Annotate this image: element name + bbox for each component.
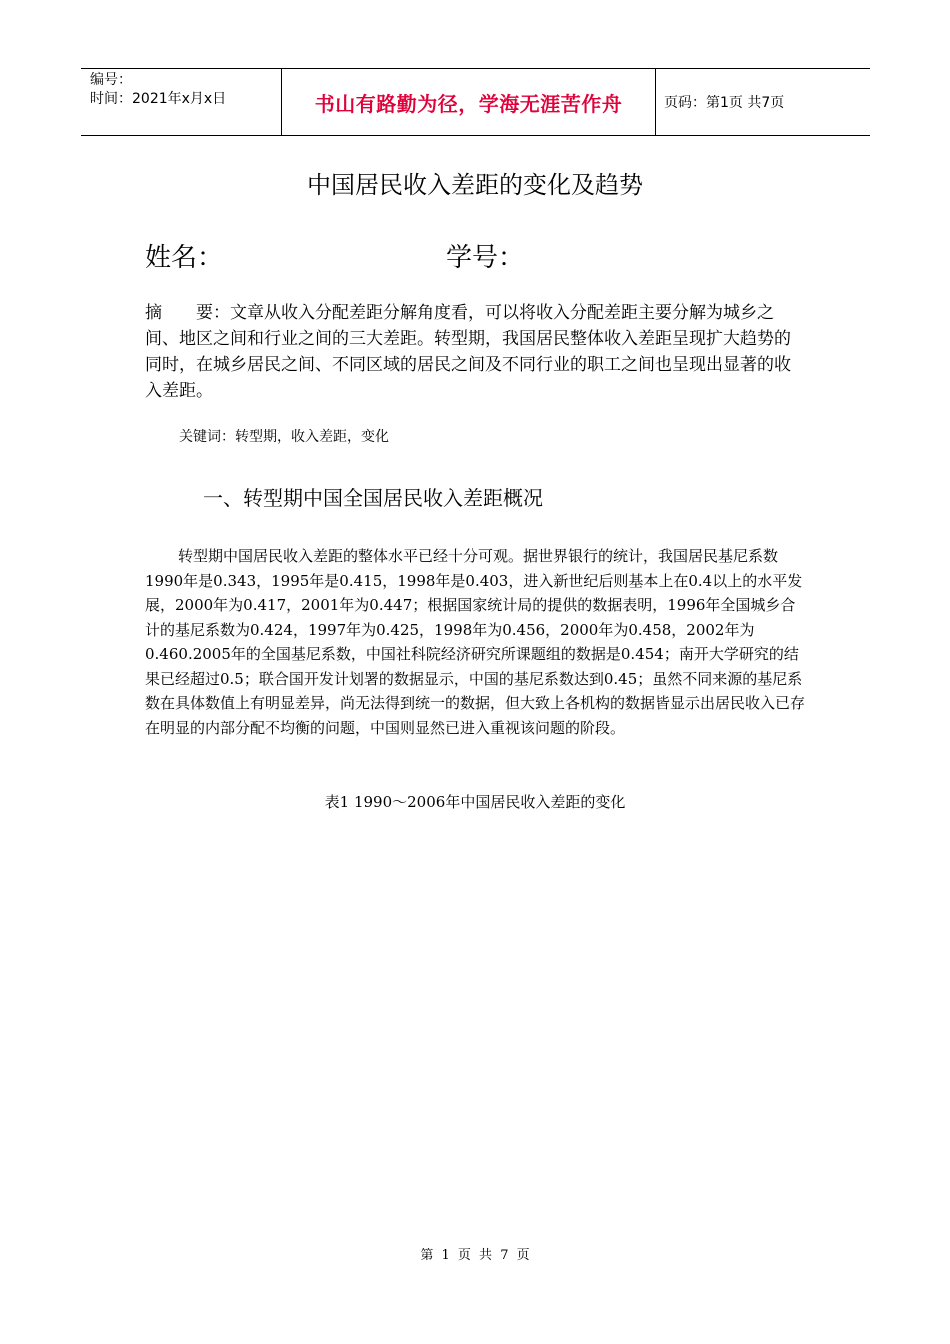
- document-title: 中国居民收入差距的变化及趋势: [307, 171, 643, 199]
- page-footer: 第 1 页 共 7 页: [420, 1248, 530, 1263]
- header-page-info: 页码：第1页 共7页: [664, 95, 785, 111]
- name-label: 姓名：: [145, 243, 224, 273]
- page-header: [81, 68, 870, 136]
- header-date-label: 时间：2021年x月x日: [90, 91, 227, 107]
- header-meta: [81, 69, 282, 135]
- table-caption: 表1 1990～2006年中国居民收入差距的变化: [324, 793, 626, 811]
- student-id-label: 学号：: [446, 243, 525, 273]
- header-motto: 书山有路勤为径，学海无涯苦作舟: [282, 69, 656, 135]
- header-number-label: 编号：: [90, 72, 132, 88]
- section-heading: 一、转型期中国全国居民收入差距概况: [203, 486, 543, 510]
- keywords-line: 关键词：转型期，收入差距，变化: [179, 429, 389, 445]
- abstract-paragraph: 摘 要：文章从收入分配差距分解角度看，可以将收入分配差距主要分解为城乡之间、地区之间和行业之间的三大差距。转型期，我国居民整体收入差距呈现扩大趋势的同时，在城乡居民之间、不同区域的居民之间及不同行业的职工之间也呈现出显著的收入差距。: [145, 303, 791, 401]
- body-paragraph: 转型期中国居民收入差距的整体水平已经十分可观。据世界银行的统计，我国居民基尼系数1990年是0.343，1995年是0.415，1998年是0.403，进入新世纪后则基本上在0.4以上的水平发展，2000年为0.417，2001年为0.447；根据国家统计局的提供的数据表明，1996年全国城乡合计的基尼系数为0.424，1997年为0.425，1998年为0.456，2000年为0.458，2002年为0.460.2005年的全国基尼系数，中国社科院经济研究所课题组的数据是0.454；南开大学研究的结果已经超过0.5；联合国开发计划署的数据显示，中国的基尼系数达到0.45；虽然不同来源的基尼系数在具体数值上有明显差异，尚无法得到统一的数据，但大致上各机构的数据皆显示出居民收入已存在明显的内部分配不均衡的问题，中国则显然已进入重视该问题的阶段。: [145, 547, 806, 737]
